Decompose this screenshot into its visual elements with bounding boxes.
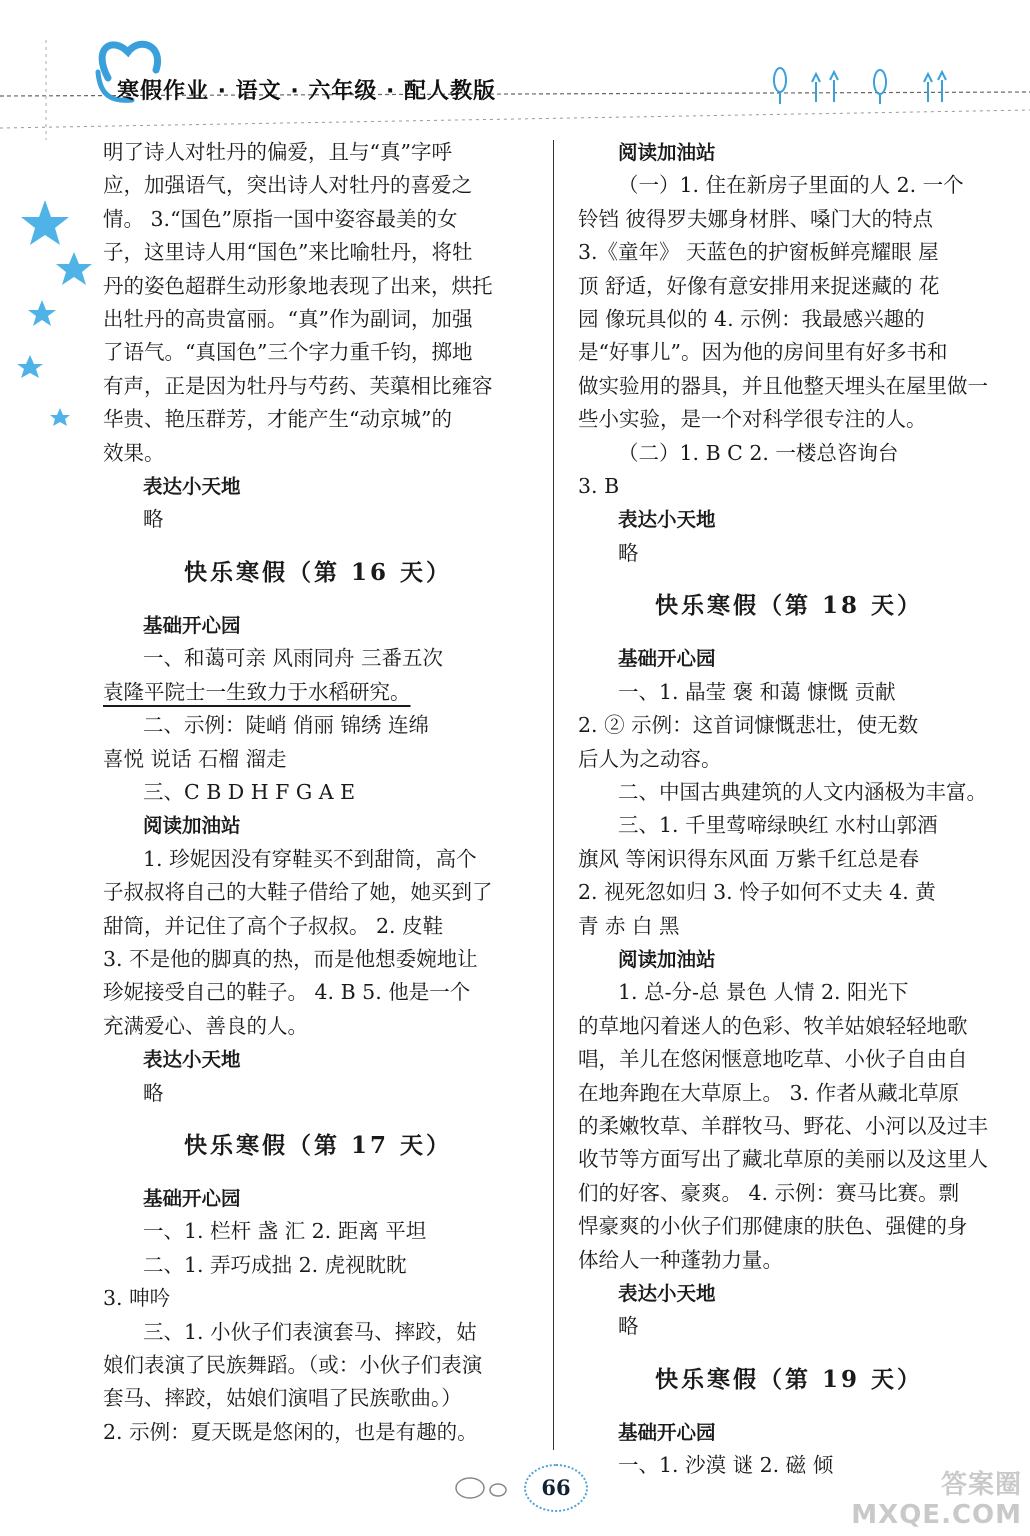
text-line: 二、1. 弄巧成拙 2. 虎视眈眈: [143, 1252, 407, 1277]
watermark: [851, 1470, 1022, 1530]
text-line: 顶 舒适，好像有意安排用来捉迷藏的 花: [578, 273, 940, 298]
text-line: 们的好客、豪爽。 4. 示例：赛马比赛。剽: [578, 1180, 960, 1205]
text-line: 珍妮接受自己的鞋子。 4. B 5. 他是一个: [103, 980, 471, 1005]
text-line: 旗风 等闲识得东风面 万紫千红总是春: [578, 846, 920, 871]
underlined-sentence: 袁隆平院士一生致力于水稻研究。: [103, 679, 411, 704]
text-line: 二、示例：陡峭 俏丽 锦绣 连绵: [143, 713, 430, 738]
section-heading: 表达小天地: [143, 475, 241, 499]
text-line: 略: [143, 507, 164, 532]
text-line: 效果。: [103, 440, 165, 465]
text-line: 有声，正是因为牡丹与芍药、芙蕖相比雍容: [103, 373, 493, 398]
text-line: 后人为之动容。: [578, 746, 722, 771]
star-icon: [21, 200, 69, 245]
text-line: 收节等方面写出了藏北草原的美丽以及这里人: [578, 1147, 988, 1172]
section-heading: 基础开心园: [618, 1420, 716, 1444]
text-line: 青 赤 白 黑: [578, 913, 680, 938]
star-icon: [17, 355, 43, 378]
text-line: 套马、摔跤，姑娘们演唱了民族歌曲。）: [103, 1386, 462, 1411]
text-line: 娘们表演了民族舞蹈。（或：小伙子们表演: [103, 1353, 483, 1377]
text-line: 充满爱心、善良的人。: [103, 1013, 308, 1038]
text-line: 三、1. 千里莺啼绿映红 水村山郭酒: [618, 813, 938, 838]
page-footer: [450, 1458, 590, 1518]
text-line: 些小实验，是一个对科学很专注的人。: [578, 407, 927, 432]
text-line: 情。 3.“国色”原指一国中姿容最美的女: [103, 206, 458, 231]
text-line: 一、和蔼可亲 风雨同舟 三番五次: [143, 646, 444, 671]
text-line: 了语气。“真国色”三个字力重千钧，掷地: [103, 340, 473, 365]
text-line: 略: [618, 540, 639, 565]
text-line: 一、1. 晶莹 褒 和蔼 慷慨 贡献: [618, 679, 896, 704]
text-line: 二、中国古典建筑的人文内涵极为丰富。: [618, 779, 987, 804]
text-line: 的草地闪着迷人的色彩、牧羊姑娘轻轻地歌: [578, 1013, 968, 1038]
section-heading: 基础开心园: [618, 647, 716, 671]
section-heading: 表达小天地: [618, 508, 716, 532]
text-line: 略: [618, 1314, 639, 1339]
star-icon: [28, 300, 56, 326]
day-title: 快乐寒假（第 18 天）: [654, 592, 924, 620]
star-icon: [50, 408, 70, 426]
watermark-line1: 答案圈: [940, 1470, 1022, 1500]
text-line: 出牡丹的高贵富丽。“真”作为副词，加强: [103, 307, 473, 332]
header-title: 寒假作业 · 语文 · 六年级 · 配人教版: [117, 79, 497, 104]
text-line: 铃铛 彼得罗夫娜身材胖、嗓门大的特点: [578, 206, 934, 231]
star-icon-group: [0, 190, 100, 450]
section-heading: 阅读加油站: [143, 814, 241, 838]
flower-icon: [774, 68, 946, 104]
text-line: 园 像玩具似的 4. 示例：我最感兴趣的: [578, 307, 925, 332]
bubble-icon: [450, 1458, 530, 1518]
heart-icon: [102, 44, 157, 78]
section-heading: 基础开心园: [143, 1186, 241, 1210]
text-line: 丹的姿色超群生动形象地表现了出来，烘托: [103, 273, 493, 298]
text-line: 子叔叔将自己的大鞋子借给了她，她买到了: [103, 880, 493, 905]
text-line-underlined: [103, 676, 533, 709]
text-line: 三、1. 小伙子们表演套马、摔跤，姑: [143, 1319, 477, 1344]
text-line: 明了诗人对牡丹的偏爱，且与“真”字呼: [103, 140, 452, 164]
text-line: 唱，羊儿在悠闲惬意地吃草、小伙子自由自: [578, 1047, 968, 1072]
star-icon: [56, 252, 92, 285]
text-line: 1. 珍妮因没有穿鞋买不到甜筒，高个: [143, 846, 477, 871]
text-line: （二）1. B C 2. 一楼总咨询台: [618, 440, 899, 465]
text-line: 3. 不是他的脚真的热，而是他想委婉地让: [103, 946, 478, 971]
watermark-line2: MXQE.COM: [851, 1500, 1022, 1530]
text-line: 一、1. 沙漠 谜 2. 磁 倾: [618, 1453, 834, 1478]
text-line: 2. 示例：夏天既是悠闲的，也是有趣的。: [103, 1419, 478, 1444]
text-line: 1. 总-分-总 景色 人情 2. 阳光下: [618, 980, 909, 1005]
section-heading: 基础开心园: [143, 613, 241, 637]
text-line: 体给人一种蓬勃力量。: [578, 1247, 783, 1272]
text-line: （一）1. 住在新房子里面的人 2. 一个: [618, 173, 964, 198]
day-title: 快乐寒假（第 16 天）: [183, 558, 453, 586]
text-line: 2. 视死忽如归 3. 怜子如何不丈夫 4. 黄: [578, 880, 936, 905]
left-column: [103, 136, 533, 1449]
text-line: 3. B: [578, 474, 620, 499]
section-heading: 阅读加油站: [618, 141, 716, 164]
text-line: 3.《童年》 天蓝色的护窗板鲜亮耀眼 屋: [578, 240, 939, 265]
text-line: 子，这里诗人用“国色”来比喻牡丹，将牡: [103, 240, 473, 265]
page-header: [0, 0, 1030, 140]
section-heading: 阅读加油站: [618, 947, 716, 971]
text-line: 应，加强语气，突出诗人对牡丹的喜爱之: [103, 173, 472, 198]
text-line: 做实验用的器具，并且他整天埋头在屋里做一: [578, 373, 988, 398]
text-line: 略: [143, 1080, 164, 1105]
page-number: 66: [524, 1464, 588, 1512]
text-line: 三、C B D H F G A E: [143, 779, 356, 804]
column-divider: [553, 140, 554, 1450]
day-title: 快乐寒假（第 17 天）: [183, 1131, 453, 1159]
text-line: 是“好事儿”。因为他的房间里有好多书和: [578, 340, 948, 365]
text-line: 喜悦 说话 石榴 溜走: [103, 746, 287, 771]
text-line: 华贵、艳压群芳，才能产生“动京城”的: [103, 407, 452, 432]
section-heading: 表达小天地: [618, 1282, 716, 1305]
right-column: [578, 136, 1000, 1483]
text-line: 的柔嫩牧草、羊群牧马、野花、小河以及过丰: [578, 1113, 988, 1138]
text-line: 一、1. 栏杆 盏 汇 2. 距离 平坦: [143, 1219, 427, 1244]
text-line: 2. ② 示例：这首词慷慨悲壮，使无数: [578, 713, 919, 738]
text-line: 悍豪爽的小伙子们那健康的肤色、强健的身: [578, 1214, 968, 1239]
text-line: 在地奔跑在大草原上。 3. 作者从藏北草原: [578, 1080, 960, 1105]
header-decoration: [0, 0, 1030, 140]
text-line: 甜筒，并记住了高个子叔叔。 2. 皮鞋: [103, 913, 444, 938]
day-title: 快乐寒假（第 19 天）: [654, 1365, 924, 1393]
section-heading: 表达小天地: [143, 1048, 241, 1072]
text-line: 3. 呻吟: [103, 1286, 171, 1311]
